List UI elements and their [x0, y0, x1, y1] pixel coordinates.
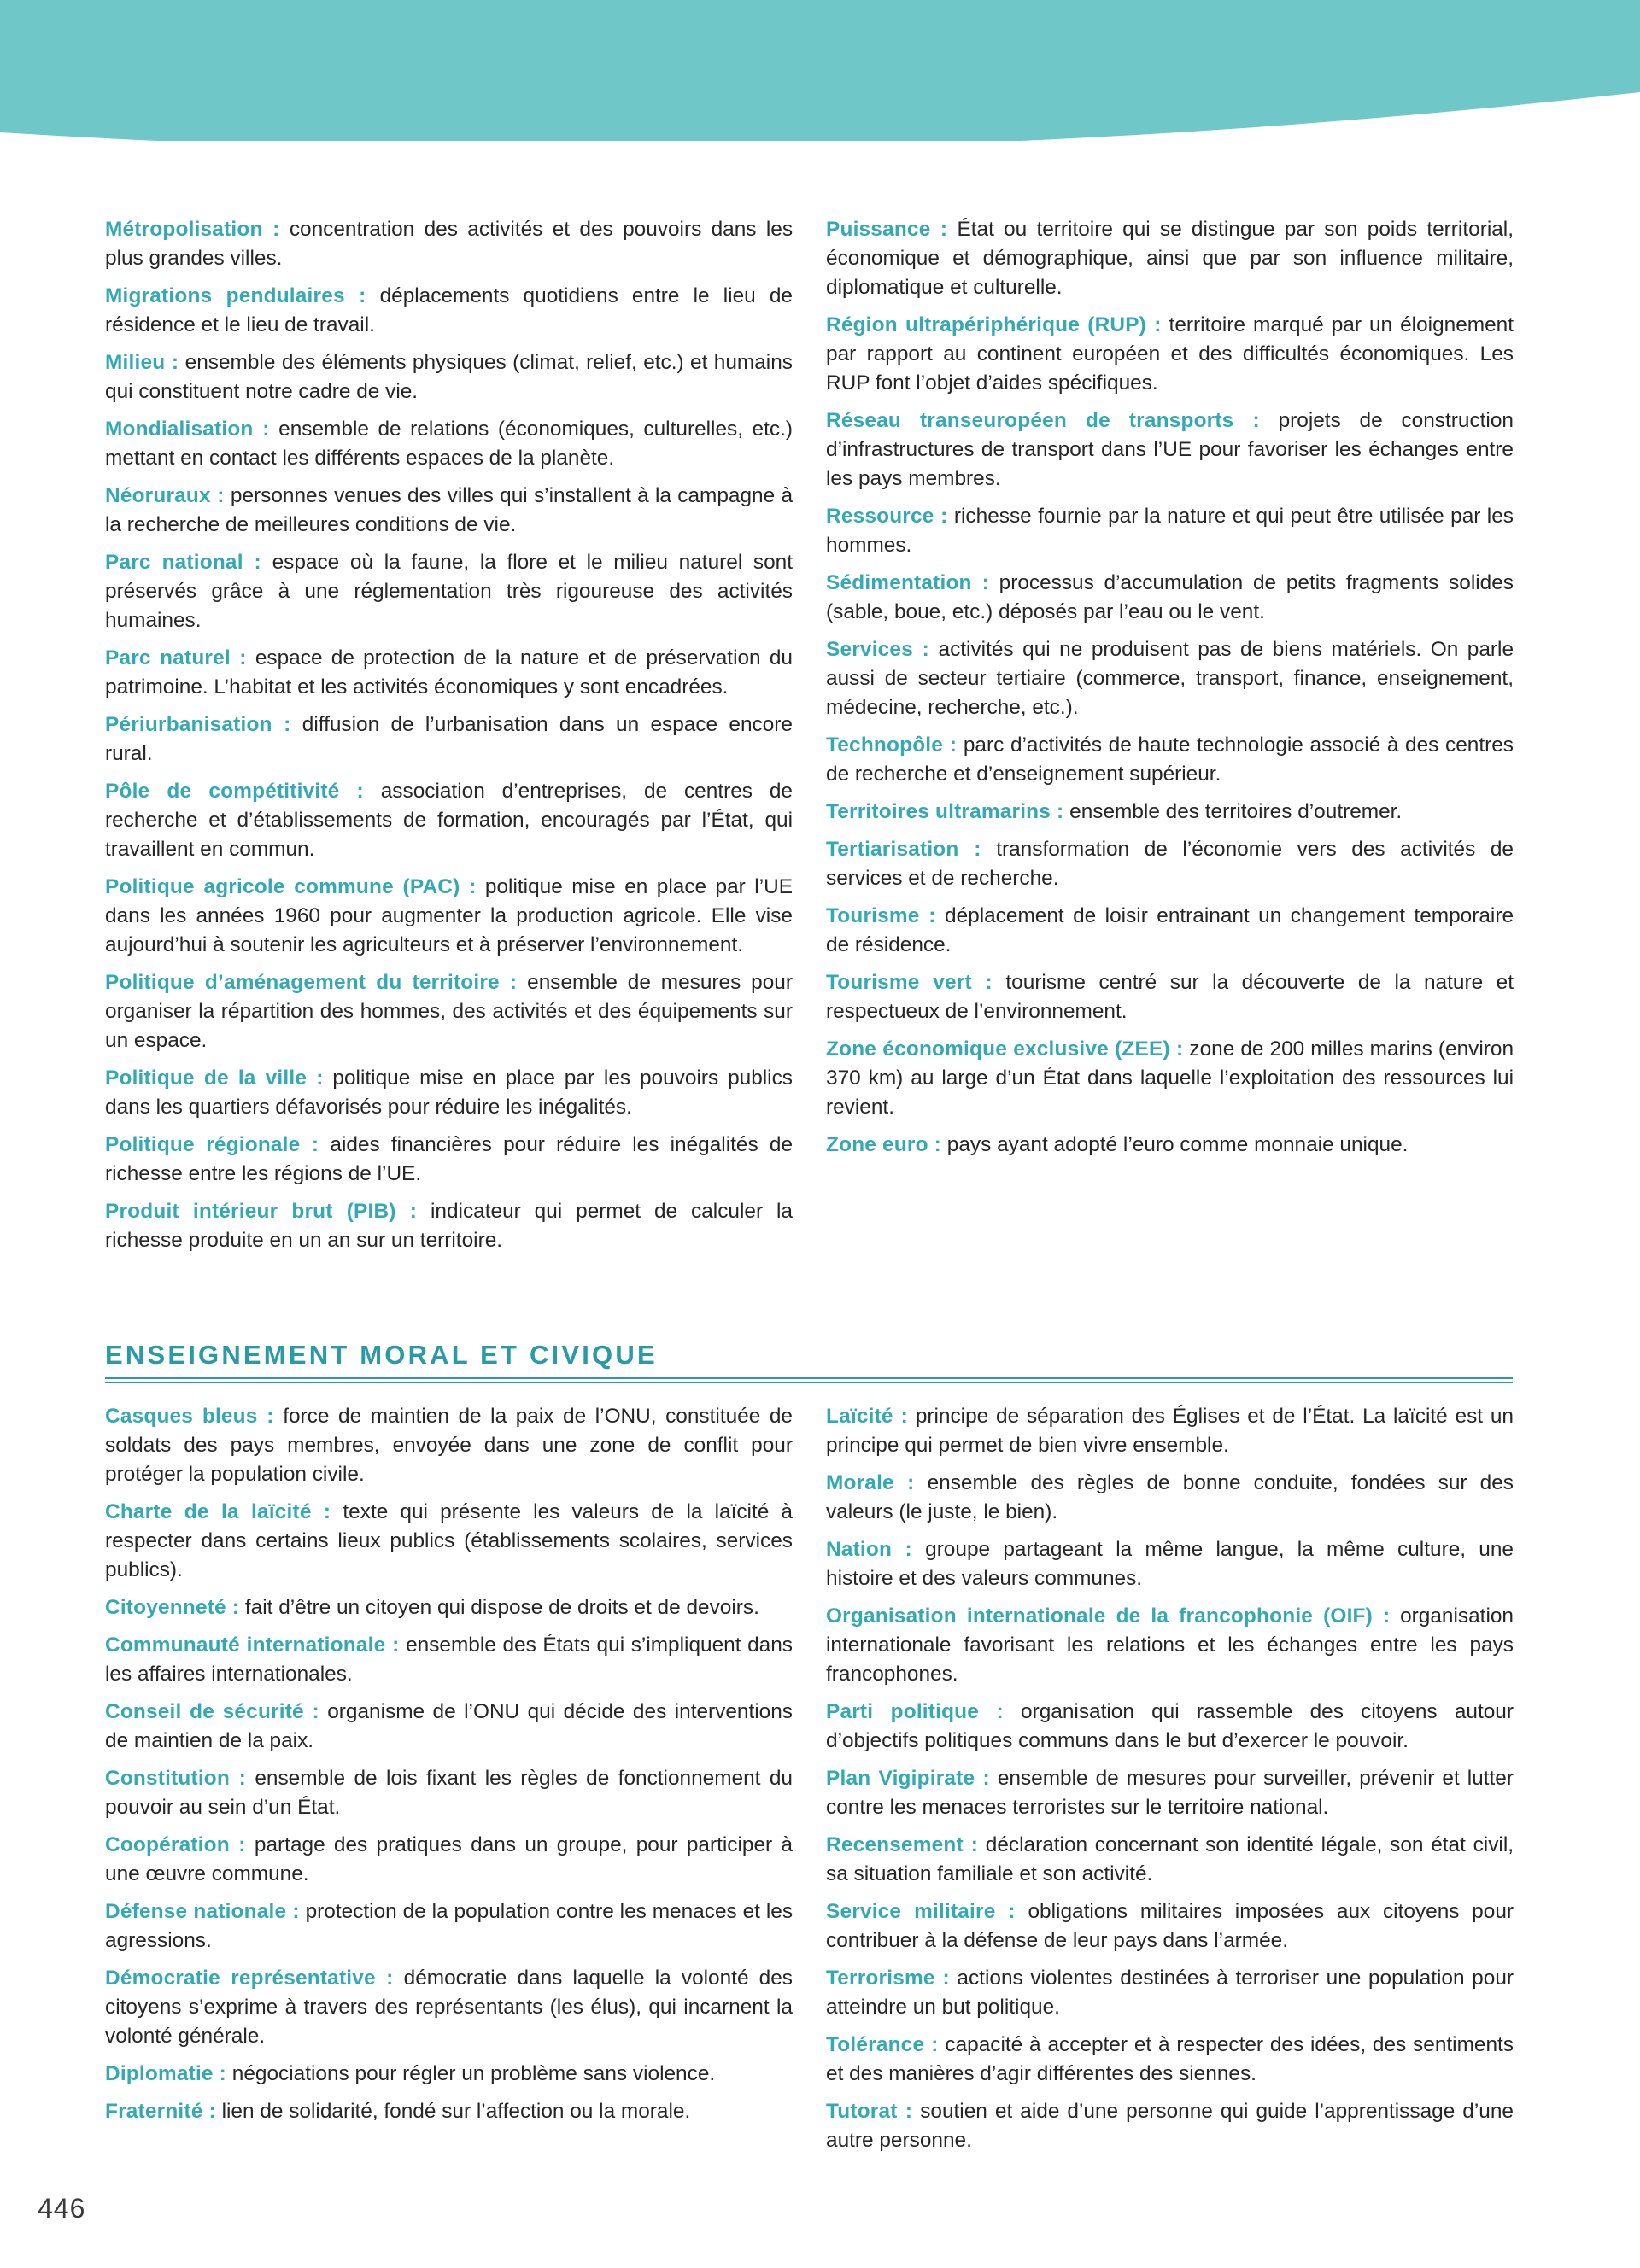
glossary-entry: [105, 1764, 793, 1822]
glossary-entry: [105, 1593, 793, 1622]
glossary-definition: force de maintien de la paix de l’ONU, constituée de soldats des pays membres, envoyée dans une zone de conflit pour protéger la population civile.: [105, 1405, 793, 1486]
glossary-definition: politique mise en place par les pouvoirs publics dans les quartiers défavorisés pour réduire les inégalités.: [105, 1067, 793, 1119]
glossary-entry: [826, 502, 1514, 560]
glossary-definition: ensemble de mesures pour organiser la répartition des hommes, des activités et des équipements sur un espace.: [105, 971, 793, 1052]
glossary-definition: ensemble de relations (économiques, culturelles, etc.) mettant en contact les différents espaces de la planète.: [105, 418, 793, 470]
page-number: 446: [38, 2193, 86, 2224]
emc-column-left: [105, 1402, 793, 2135]
glossary-entry: [105, 777, 793, 864]
glossary-definition: tourisme centré sur la découverte de la nature et respectueux de l’environnement.: [826, 971, 1514, 1023]
section-divider: [105, 1377, 1513, 1383]
glossary-definition: lien de solidarité, fondé sur l’affection ou la morale.: [221, 2100, 691, 2123]
glossary-term: Pôle de compétitivité :: [105, 780, 364, 803]
glossary-entry: [105, 215, 793, 273]
glossary-entry: [105, 1131, 793, 1189]
glossary-entry: [105, 482, 793, 540]
glossary-entry: [105, 548, 793, 635]
glossary-term: Recensement :: [826, 1833, 979, 1856]
glossary-definition: organisme de l’ONU qui décide des interventions de maintien de la paix.: [105, 1700, 794, 1752]
glossary-entry: [105, 1631, 793, 1689]
glossary-definition: ensemble de mesures pour surveiller, prévenir et lutter contre les menaces terroristes sur le territoire national.: [826, 1767, 1514, 1819]
glossary-entry: [105, 1964, 793, 2051]
glossary-definition: diffusion de l’urbanisation dans un espace encore rural.: [105, 713, 793, 765]
glossary-term: Nation :: [826, 1538, 912, 1561]
glossary-entry: [826, 215, 1514, 302]
glossary-definition: aides financières pour réduire les inégalités de richesse entre les régions de l’UE.: [105, 1133, 794, 1185]
glossary-entry: [826, 2031, 1514, 2089]
glossary-column-left: [105, 215, 793, 1264]
glossary-definition: association d’entreprises, de centres de recherche et d’établissements de formation, encouragés par l’État, qui travaillent en commun.: [105, 780, 794, 861]
glossary-definition: personnes venues des villes qui s’installent à la campagne à la recherche de meilleures conditions de vie.: [105, 484, 794, 536]
glossary-term: Puissance :: [826, 218, 948, 241]
glossary-entry: [826, 1964, 1514, 2022]
glossary-term: Conseil de sécurité :: [105, 1700, 319, 1723]
glossary-entry: [105, 1402, 793, 1489]
glossary-entry: [105, 415, 793, 473]
glossary-definition: État ou territoire qui se distingue par son poids territorial, économique et démographique, ainsi que par son influence militaire, diplomatique et culturelle.: [826, 218, 1514, 299]
glossary-definition: indicateur qui permet de calculer la richesse produite en un an sur un territoire.: [105, 1200, 793, 1252]
glossary-term: Territoires ultramarins :: [826, 800, 1064, 823]
glossary-term: Parc national :: [105, 551, 261, 574]
glossary-definition: parc d’activités de haute technologie associé à des centres de recherche et d’enseignement supérieur.: [826, 734, 1514, 786]
glossary-entry: [826, 1764, 1514, 1822]
glossary-entry: [826, 1402, 1514, 1460]
glossary-term: Réseau transeuropéen de transports :: [826, 409, 1260, 432]
glossary-entry: [105, 873, 793, 960]
glossary-entry: [826, 731, 1514, 789]
glossary-definition: espace où la faune, la flore et le milieu naturel sont préservés grâce à une réglementation très rigoureuse des activités humaines.: [105, 551, 794, 632]
glossary-entry: [826, 1131, 1514, 1160]
glossary-definition: ensemble des États qui s’impliquent dans les affaires internationales.: [105, 1634, 793, 1686]
glossary-term: Politique agricole commune (PAC) :: [105, 875, 477, 898]
glossary-definition: activités qui ne produisent pas de biens matériels. On parle aussi de secteur tertiaire (commerce, transport, finance, enseignement, médecine, recherche, etc.).: [826, 638, 1514, 719]
glossary-definition: protection de la population contre les menaces et les agressions.: [105, 1900, 794, 1952]
glossary-term: Milieu :: [105, 351, 179, 374]
glossary-entry: [826, 798, 1514, 827]
glossary-entry: [826, 968, 1514, 1026]
glossary-definition: négociations pour régler un problème sans violence.: [231, 2062, 716, 2085]
glossary-term: Démocratie représentative :: [105, 1967, 394, 1990]
glossary-entry: [826, 1897, 1514, 1955]
glossary-term: Parc naturel :: [105, 646, 247, 669]
glossary-entry: [826, 635, 1514, 722]
glossary-term: Coopération :: [105, 1833, 246, 1856]
glossary-term: Tertiarisation :: [826, 838, 981, 861]
glossary-term: Néoruraux :: [105, 484, 225, 507]
glossary-term: Services :: [826, 638, 929, 661]
glossary-entry: [826, 835, 1514, 893]
glossary-definition: déplacements quotidiens entre le lieu de résidence et le lieu de travail.: [105, 284, 793, 336]
glossary-entry: [105, 1064, 793, 1122]
glossary-entry: [105, 2060, 793, 2089]
glossary-term: Morale :: [826, 1471, 915, 1494]
emc-column-right: [826, 1402, 1514, 2164]
glossary-entry: [826, 1698, 1514, 1756]
glossary-term: Organisation internationale de la francophonie (OIF) :: [826, 1605, 1391, 1628]
glossary-definition: soutien et aide d’une personne qui guide l’apprentissage d’une autre personne.: [826, 2100, 1514, 2152]
glossary-entry: [105, 710, 793, 769]
glossary-entry: [105, 1897, 793, 1955]
glossary-definition: démocratie dans laquelle la volonté des citoyens s’exprime à travers des représentants (les élus), qui incarnent la volonté générale.: [105, 1967, 794, 2048]
glossary-term: Laïcité :: [826, 1405, 908, 1428]
glossary-entry: [826, 2097, 1514, 2155]
glossary-definition: fait d’être un citoyen qui dispose de droits et de devoirs.: [244, 1596, 759, 1619]
glossary-definition: politique mise en place par l’UE dans les années 1960 pour augmenter la production agricole. Elle vise aujourd’hui à soutenir les agriculteurs et à préserver l’environnement.: [105, 875, 793, 956]
glossary-entry: [826, 1602, 1514, 1689]
glossary-term: Charte de la laïcité :: [105, 1500, 331, 1523]
glossary-definition: actions violentes destinées à terroriser une population pour atteindre un but politique.: [826, 1967, 1514, 2019]
glossary-definition: organisation internationale favorisant les relations et les échanges entre les pays francophones.: [826, 1605, 1514, 1686]
glossary-definition: zone de 200 milles marins (environ 370 km) au large d’un État dans laquelle l’exploitation des ressources lui revient.: [826, 1038, 1514, 1119]
glossary-definition: organisation qui rassemble des citoyens autour d’objectifs politiques communs dans le but d’exercer le pouvoir.: [826, 1700, 1514, 1752]
glossary-entry: [826, 406, 1514, 494]
glossary-term: Terrorisme :: [826, 1967, 950, 1990]
glossary-column-right: [826, 215, 1514, 1168]
glossary-definition: territoire marqué par un éloignement par rapport au continent européen et des difficultés économiques. Les RUP font l’objet d’aides spécifiques.: [826, 313, 1514, 395]
glossary-entry: [105, 968, 793, 1055]
glossary-term: Tourisme vert :: [826, 971, 993, 994]
glossary-entry: [105, 2097, 793, 2126]
glossary-definition: ensemble des règles de bonne conduite, fondées sur des valeurs (le juste, le bien).: [826, 1471, 1514, 1523]
glossary-term: Périurbanisation :: [105, 713, 291, 736]
glossary-term: Politique d’aménagement du territoire :: [105, 971, 518, 994]
glossary-definition: capacité à accepter et à respecter des idées, des sentiments et des manières d’agir différentes des siennes.: [826, 2033, 1514, 2085]
glossary-definition: concentration des activités et des pouvoirs dans les plus grandes villes.: [105, 218, 794, 270]
glossary-entry: [826, 1535, 1514, 1593]
glossary-term: Zone euro :: [826, 1133, 941, 1156]
glossary-entry: [105, 1698, 793, 1756]
glossary-term: Métropolisation :: [105, 218, 280, 241]
glossary-term: Sédimentation :: [826, 571, 989, 594]
glossary-term: Plan Vigipirate :: [826, 1767, 990, 1790]
glossary-definition: ensemble des éléments physiques (climat, relief, etc.) et humains qui constituent notre cadre de vie.: [105, 351, 793, 403]
glossary-definition: texte qui présente les valeurs de la laïcité à respecter dans certains lieux publics (établissements scolaires, services publics).: [105, 1500, 794, 1581]
glossary-definition: ensemble de lois fixant les règles de fonctionnement du pouvoir au sein d’un État.: [105, 1767, 793, 1819]
glossary-term: Défense nationale :: [105, 1900, 300, 1923]
glossary-term: Fraternité :: [105, 2100, 216, 2123]
glossary-term: Produit intérieur brut (PIB) :: [105, 1200, 418, 1223]
section-title-emc: ENSEIGNEMENT MORAL ET CIVIQUE: [105, 1340, 658, 1370]
glossary-term: Tolérance :: [826, 2033, 939, 2056]
glossary-entry: [105, 348, 793, 406]
glossary-term: Diplomatie :: [105, 2062, 226, 2085]
glossary-definition: groupe partageant la même langue, la même culture, une histoire et des valeurs communes.: [826, 1538, 1514, 1590]
glossary-term: Politique régionale :: [105, 1133, 319, 1156]
glossary-entry: [105, 644, 793, 702]
glossary-definition: pays ayant adopté l’euro comme monnaie unique.: [946, 1133, 1409, 1156]
glossary-term: Politique de la ville :: [105, 1067, 324, 1090]
glossary-term: Communauté internationale :: [105, 1634, 400, 1657]
glossary-term: Tutorat :: [826, 2100, 913, 2123]
glossary-definition: obligations militaires imposées aux citoyens pour contribuer à la défense de leur pays dans l’armée.: [826, 1900, 1514, 1952]
glossary-entry: [105, 1498, 793, 1585]
glossary-definition: déplacement de loisir entrainant un changement temporaire de résidence.: [826, 904, 1514, 956]
glossary-entry: [826, 902, 1514, 960]
glossary-term: Migrations pendulaires :: [105, 284, 366, 307]
glossary-term: Mondialisation :: [105, 418, 270, 441]
glossary-term: Citoyenneté :: [105, 1596, 240, 1619]
glossary-definition: espace de protection de la nature et de préservation du patrimoine. L’habitat et les activités économiques y sont encadrées.: [105, 646, 793, 699]
glossary-entry: [826, 569, 1514, 627]
glossary-definition: déclaration concernant son identité légale, son état civil, sa situation familiale et son activité.: [826, 1833, 1514, 1885]
glossary-term: Constitution :: [105, 1767, 246, 1790]
glossary-definition: richesse fournie par la nature et qui peut être utilisée par les hommes.: [826, 505, 1514, 557]
glossary-definition: principe de séparation des Églises et de l’État. La laïcité est un principe qui permet de bien vivre ensemble.: [826, 1405, 1514, 1457]
glossary-term: Service militaire :: [826, 1900, 1016, 1923]
glossary-entry: [826, 1469, 1514, 1527]
header-wave-band: [0, 0, 1640, 141]
glossary-term: Zone économique exclusive (ZEE) :: [826, 1038, 1184, 1061]
glossary-entry: [826, 1831, 1514, 1889]
glossary-term: Région ultrapériphérique (RUP) :: [826, 313, 1162, 336]
glossary-definition: transformation de l’économie vers des activités de services et de recherche.: [826, 838, 1514, 890]
glossary-term: Casques bleus :: [105, 1405, 274, 1428]
glossary-definition: ensemble des territoires d’outremer.: [1069, 800, 1403, 823]
glossary-entry: [105, 282, 793, 340]
glossary-entry: [826, 1035, 1514, 1122]
glossary-entry: [105, 1831, 793, 1889]
glossary-term: Ressource :: [826, 505, 948, 528]
glossary-definition: projets de construction d’infrastructures de transport dans l’UE pour favoriser les échanges entre les pays membres.: [826, 409, 1514, 490]
glossary-term: Parti politique :: [826, 1700, 1004, 1723]
glossary-term: Tourisme :: [826, 904, 936, 927]
glossary-definition: processus d’accumulation de petits fragments solides (sable, boue, etc.) déposés par l’eau ou le vent.: [826, 571, 1514, 623]
glossary-entry: [826, 311, 1514, 398]
glossary-term: Technopôle :: [826, 734, 958, 757]
glossary-entry: [105, 1197, 793, 1255]
glossary-definition: partage des pratiques dans un groupe, pour participer à une œuvre commune.: [105, 1833, 793, 1885]
